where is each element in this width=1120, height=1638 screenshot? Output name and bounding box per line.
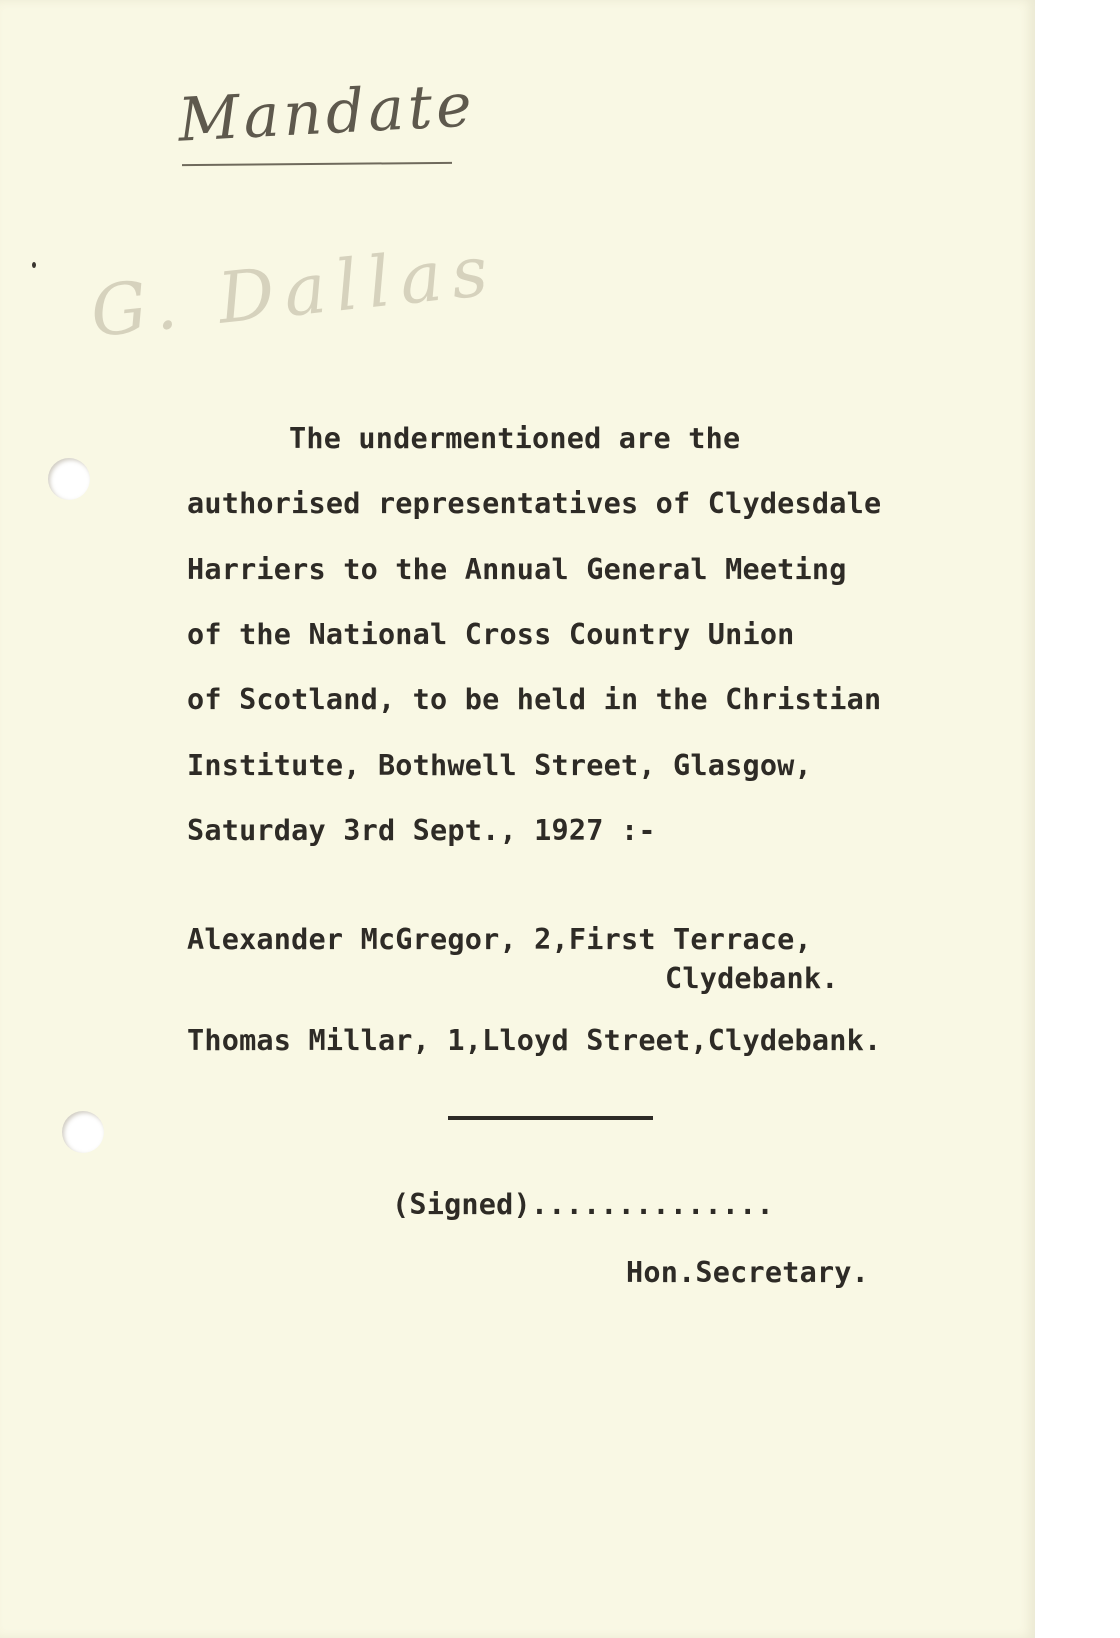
body-line-2: authorised representatives of Clydesdale bbox=[187, 487, 882, 520]
body-line-6: Institute, Bothwell Street, Glasgow, bbox=[187, 749, 812, 782]
representative-2-address: Thomas Millar, 1,Lloyd Street,Clydebank. bbox=[187, 1024, 882, 1057]
scan-background bbox=[1035, 0, 1120, 1638]
faint-handwritten-note: G. Dallas bbox=[86, 228, 502, 354]
punch-hole-bottom bbox=[62, 1111, 104, 1153]
body-line-1: The undermentioned are the bbox=[289, 422, 741, 455]
signature-line: (Signed).............. bbox=[392, 1188, 774, 1221]
ink-speck bbox=[32, 262, 36, 268]
heading-underline bbox=[182, 162, 452, 166]
signatory-title: Hon.Secretary. bbox=[626, 1256, 870, 1289]
body-line-3: Harriers to the Annual General Meeting bbox=[187, 553, 847, 586]
representative-1-address: Alexander McGregor, 2,First Terrace, bbox=[187, 923, 812, 956]
separator-rule bbox=[448, 1116, 653, 1120]
body-line-5: of Scotland, to be held in the Christian bbox=[187, 683, 882, 716]
punch-hole-top bbox=[48, 458, 90, 500]
handwritten-heading: Mandate bbox=[176, 70, 478, 156]
body-line-7: Saturday 3rd Sept., 1927 :- bbox=[187, 814, 656, 847]
representative-1-town: Clydebank. bbox=[665, 962, 839, 995]
body-line-4: of the National Cross Country Union bbox=[187, 618, 795, 651]
